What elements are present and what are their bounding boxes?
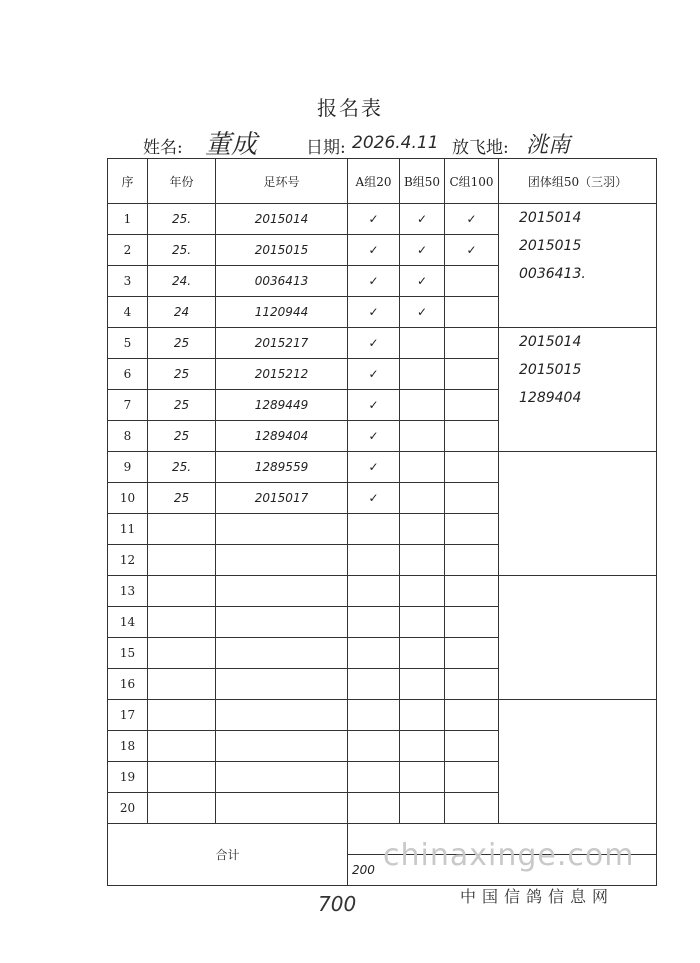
year-cell: 24. xyxy=(148,266,216,297)
year-cell: 25 xyxy=(148,390,216,421)
row-number: 14 xyxy=(108,607,148,638)
date-value: 2026.4.11 xyxy=(352,133,439,153)
row-number: 5 xyxy=(108,328,148,359)
group-b-check xyxy=(400,731,445,762)
group-c-check xyxy=(445,545,499,576)
group-b-check xyxy=(400,359,445,390)
group-b-check xyxy=(400,328,445,359)
group-a-check: ✓ xyxy=(348,359,400,390)
group-c-check xyxy=(445,638,499,669)
team-entry-cell xyxy=(499,576,657,700)
group-b-check xyxy=(400,514,445,545)
group-c-check xyxy=(445,359,499,390)
group-a-check: ✓ xyxy=(348,297,400,328)
group-a-check: ✓ xyxy=(348,328,400,359)
ring-number-cell xyxy=(216,793,348,824)
row-number: 10 xyxy=(108,483,148,514)
ring-number-cell xyxy=(216,700,348,731)
team-entry-cell xyxy=(499,452,657,576)
group-a-check: ✓ xyxy=(348,266,400,297)
group-a-check: ✓ xyxy=(348,483,400,514)
team-ring-number: 0036413. xyxy=(519,266,586,282)
group-a-check: ✓ xyxy=(348,390,400,421)
ring-number-cell xyxy=(216,514,348,545)
total-label: 合计 xyxy=(108,824,348,886)
ring-number-cell: 1289449 xyxy=(216,390,348,421)
group-b-check xyxy=(400,607,445,638)
table-header-row xyxy=(108,159,657,204)
column-header: 序 xyxy=(108,159,148,204)
team-entry-cell xyxy=(499,204,657,328)
year-cell xyxy=(148,669,216,700)
group-b-check xyxy=(400,576,445,607)
column-header: A组20 xyxy=(348,159,400,204)
group-b-check xyxy=(400,793,445,824)
column-header: 团体组50（三羽） xyxy=(499,159,657,204)
group-c-check: ✓ xyxy=(445,235,499,266)
group-b-check: ✓ xyxy=(400,235,445,266)
row-number: 7 xyxy=(108,390,148,421)
name-value: 董成 xyxy=(205,130,258,160)
table-row xyxy=(108,576,657,607)
row-number: 11 xyxy=(108,514,148,545)
bottom-scrawl: 700 xyxy=(318,892,357,916)
row-number: 2 xyxy=(108,235,148,266)
ring-number-cell: 1289559 xyxy=(216,452,348,483)
group-c-check xyxy=(445,607,499,638)
group-a-check xyxy=(348,514,400,545)
ring-number-cell: 2015017 xyxy=(216,483,348,514)
row-number: 3 xyxy=(108,266,148,297)
group-a-check xyxy=(348,607,400,638)
group-b-check xyxy=(400,390,445,421)
row-number: 17 xyxy=(108,700,148,731)
row-number: 1 xyxy=(108,204,148,235)
table-row xyxy=(108,700,657,731)
year-cell: 25 xyxy=(148,483,216,514)
group-a-check xyxy=(348,762,400,793)
row-number: 13 xyxy=(108,576,148,607)
ring-number-cell: 1120944 xyxy=(216,297,348,328)
ring-number-cell: 1289404 xyxy=(216,421,348,452)
watermark-url: chinaxinge.com xyxy=(383,838,635,873)
row-number: 16 xyxy=(108,669,148,700)
form-title: 报名表 xyxy=(317,96,383,120)
registration-table xyxy=(107,158,657,886)
ring-number-cell xyxy=(216,669,348,700)
row-number: 15 xyxy=(108,638,148,669)
year-cell: 25 xyxy=(148,359,216,390)
group-c-check xyxy=(445,483,499,514)
row-number: 12 xyxy=(108,545,148,576)
table-row xyxy=(108,328,657,359)
team-ring-number: 2015015 xyxy=(519,238,582,254)
row-number: 4 xyxy=(108,297,148,328)
group-c-check: ✓ xyxy=(445,204,499,235)
group-b-check xyxy=(400,545,445,576)
ring-number-cell xyxy=(216,638,348,669)
year-cell xyxy=(148,700,216,731)
group-a-check: ✓ xyxy=(348,204,400,235)
year-cell: 25. xyxy=(148,204,216,235)
group-b-check xyxy=(400,762,445,793)
table-row xyxy=(108,452,657,483)
group-c-check xyxy=(445,762,499,793)
year-cell: 25 xyxy=(148,328,216,359)
column-header: C组100 xyxy=(445,159,499,204)
ring-number-cell xyxy=(216,731,348,762)
group-b-check xyxy=(400,638,445,669)
group-b-check: ✓ xyxy=(400,297,445,328)
team-ring-number: 2015014 xyxy=(519,334,582,350)
ring-number-cell: 2015212 xyxy=(216,359,348,390)
year-cell xyxy=(148,638,216,669)
total-value: 200 xyxy=(348,855,657,886)
group-c-check xyxy=(445,700,499,731)
release-label: 放飞地: xyxy=(452,138,509,158)
group-a-check: ✓ xyxy=(348,421,400,452)
group-c-check xyxy=(445,576,499,607)
group-c-check xyxy=(445,514,499,545)
group-a-check xyxy=(348,638,400,669)
year-cell: 25. xyxy=(148,235,216,266)
group-b-check xyxy=(400,452,445,483)
group-c-check xyxy=(445,266,499,297)
row-number: 20 xyxy=(108,793,148,824)
ring-number-cell xyxy=(216,545,348,576)
year-cell: 25. xyxy=(148,452,216,483)
team-entry-cell xyxy=(499,700,657,824)
ring-number-cell xyxy=(216,576,348,607)
group-c-check xyxy=(445,421,499,452)
year-cell xyxy=(148,731,216,762)
year-cell xyxy=(148,576,216,607)
row-number: 18 xyxy=(108,731,148,762)
group-c-check xyxy=(445,297,499,328)
group-b-check: ✓ xyxy=(400,266,445,297)
group-a-check xyxy=(348,731,400,762)
group-a-check xyxy=(348,793,400,824)
column-header: B组50 xyxy=(400,159,445,204)
group-b-check xyxy=(400,483,445,514)
table-row xyxy=(108,204,657,235)
group-c-check xyxy=(445,452,499,483)
name-label: 姓名: xyxy=(143,138,183,158)
date-label: 日期: xyxy=(306,138,346,158)
group-a-check: ✓ xyxy=(348,235,400,266)
ring-number-cell: 0036413 xyxy=(216,266,348,297)
group-b-check xyxy=(400,700,445,731)
group-c-check xyxy=(445,328,499,359)
group-a-check xyxy=(348,669,400,700)
year-cell xyxy=(148,545,216,576)
year-cell: 25 xyxy=(148,421,216,452)
team-entry-cell xyxy=(499,328,657,452)
year-cell xyxy=(148,762,216,793)
group-c-check xyxy=(445,390,499,421)
team-ring-number: 2015015 xyxy=(519,362,582,378)
row-number: 9 xyxy=(108,452,148,483)
ring-number-cell: 2015217 xyxy=(216,328,348,359)
row-number: 6 xyxy=(108,359,148,390)
column-header: 足环号 xyxy=(216,159,348,204)
row-number: 8 xyxy=(108,421,148,452)
ring-number-cell: 2015015 xyxy=(216,235,348,266)
year-cell xyxy=(148,793,216,824)
year-cell xyxy=(148,514,216,545)
group-a-check xyxy=(348,700,400,731)
group-c-check xyxy=(445,793,499,824)
ring-number-cell: 2015014 xyxy=(216,204,348,235)
group-b-check: ✓ xyxy=(400,204,445,235)
year-cell: 24 xyxy=(148,297,216,328)
group-b-check xyxy=(400,669,445,700)
team-ring-number: 1289404 xyxy=(519,390,582,406)
year-cell xyxy=(148,607,216,638)
watermark-name: 中国信鸽信息网 xyxy=(460,887,615,906)
group-a-check xyxy=(348,576,400,607)
group-a-check: ✓ xyxy=(348,452,400,483)
release-value: 洮南 xyxy=(526,133,571,158)
group-b-check xyxy=(400,421,445,452)
ring-number-cell xyxy=(216,607,348,638)
row-number: 19 xyxy=(108,762,148,793)
group-c-check xyxy=(445,731,499,762)
group-a-check xyxy=(348,545,400,576)
team-ring-number: 2015014 xyxy=(519,210,582,226)
ring-number-cell xyxy=(216,762,348,793)
group-c-check xyxy=(445,669,499,700)
column-header: 年份 xyxy=(148,159,216,204)
